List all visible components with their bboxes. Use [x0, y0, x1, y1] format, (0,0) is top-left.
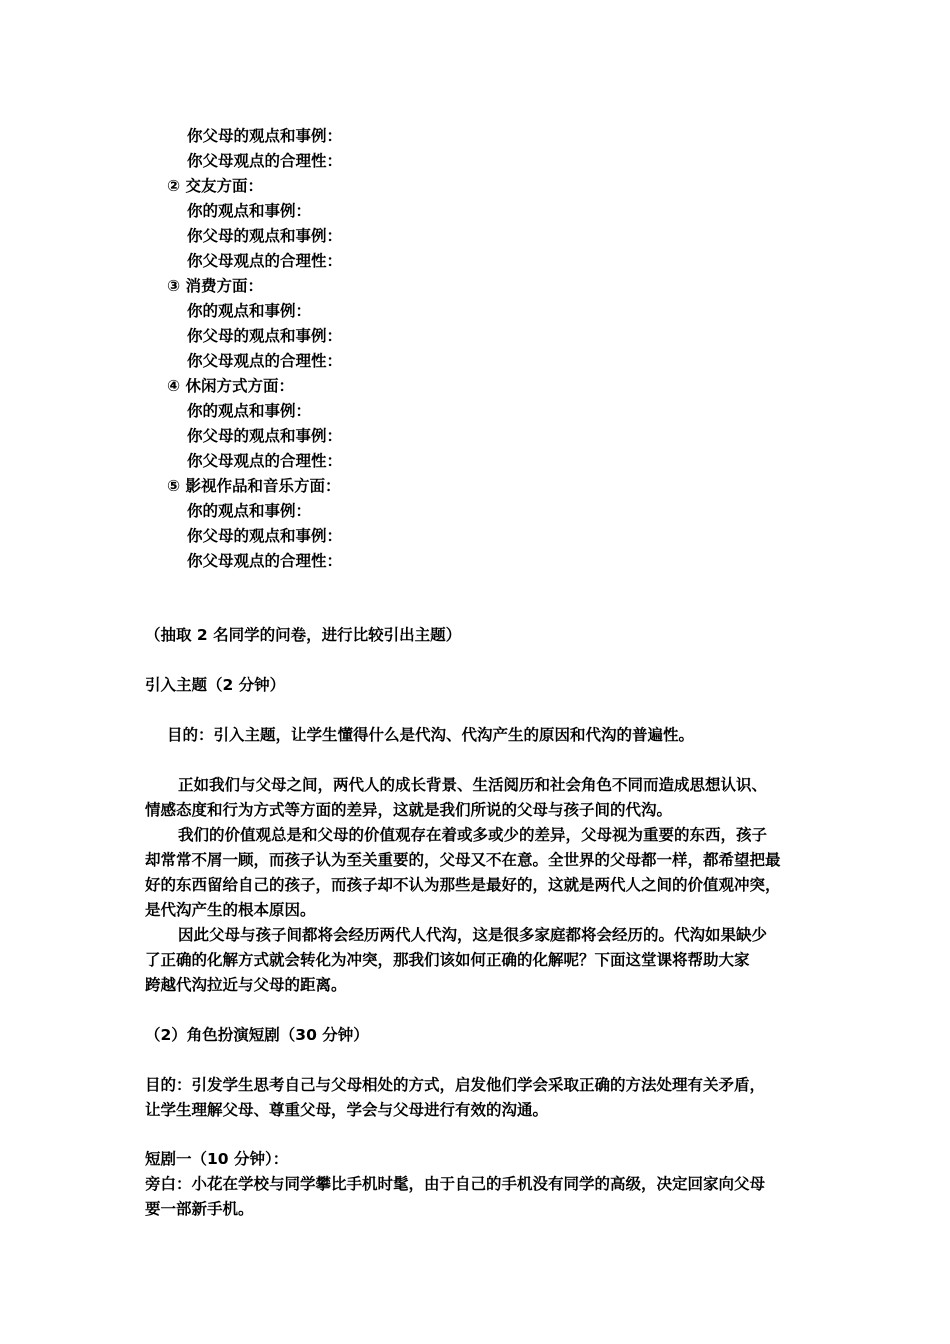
parent-view-line: 你父母的观点和事例： [187, 427, 343, 445]
paragraph-line: 却常常不屑一顾，而孩子认为至关重要的，父母又不在意。全世界的父母都一样，都希望把最 [145, 851, 781, 869]
paragraph-line: 了正确的化解方式就会转化为冲突，那我们该如何正确的化解呢？下面这堂课将帮助大家 [145, 951, 750, 969]
paragraph-line: 好的东西留给自己的孩子，而孩子却不认为那些是最好的，这就是两代人之间的价值观冲突， [145, 876, 781, 894]
parent-view-line: 你父母的观点和事例： [187, 127, 343, 145]
parent-reason-line: 你父母观点的合理性： [187, 352, 343, 370]
paragraph-resolution [145, 923, 817, 998]
parent-reason-line: 你父母观点的合理性： [187, 552, 343, 570]
my-view-line: 你的观点和事例： [187, 402, 312, 420]
parent-reason-line: 你父母观点的合理性： [187, 152, 343, 170]
intro-goal: 目的：引入主题，让学生懂得什么是代沟、代沟产生的原因和代沟的普遍性。 [167, 726, 695, 744]
intro-heading: 引入主题（2 分钟） [145, 676, 286, 694]
section-title: ④ 休闲方式方面： [167, 377, 295, 395]
my-view-line: 你的观点和事例： [187, 202, 312, 220]
paragraph-line: 正如我们与父母之间，两代人的成长背景、生活阅历和社会角色不同而造成思想认识、 [178, 776, 768, 794]
paragraph-line: 跨越代沟拉近与父母的距离。 [145, 976, 347, 994]
paragraph-line: 是代沟产生的根本原因。 [145, 901, 316, 919]
parent-reason-line: 你父母观点的合理性： [187, 452, 343, 470]
paragraph-line: 旁白：小花在学校与同学攀比手机时髦，由于自己的手机没有同学的高级，决定回家向父母 [145, 1175, 766, 1193]
skit-heading: 短剧一（10 分钟）： [145, 1150, 289, 1168]
section-title: ③ 消费方面： [167, 277, 264, 295]
paragraph-line: 要一部新手机。 [145, 1200, 254, 1218]
paragraph-line: 目的：引发学生思考自己与父母相处的方式，启发他们学会采取正确的方法处理有关矛盾， [145, 1076, 766, 1094]
roleplay-goal [145, 1073, 817, 1123]
roleplay-heading: （2）角色扮演短剧（30 分钟） [145, 1026, 369, 1044]
parent-view-line: 你父母的观点和事例： [187, 527, 343, 545]
my-view-line: 你的观点和事例： [187, 302, 312, 320]
parent-view-line: 你父母的观点和事例： [187, 327, 343, 345]
survey-note: （抽取 2 名同学的问卷，进行比较引出主题） [145, 626, 462, 644]
paragraph-line: 因此父母与孩子间都将会经历两代人代沟，这是很多家庭都将会经历的。代沟如果缺少 [178, 926, 768, 944]
section-title: ⑤ 影视作品和音乐方面： [167, 477, 341, 495]
my-view-line: 你的观点和事例： [187, 502, 312, 520]
paragraph-line: 让学生理解父母、尊重父母，学会与父母进行有效的沟通。 [145, 1101, 549, 1119]
parent-view-line: 你父母的观点和事例： [187, 227, 343, 245]
paragraph-values [145, 823, 817, 923]
paragraph-line: 我们的价值观总是和父母的价值观存在着或多或少的差异，父母视为重要的东西，孩子 [178, 826, 768, 844]
paragraph-generation-gap [145, 773, 817, 823]
parent-reason-line: 你父母观点的合理性： [187, 252, 343, 270]
section-title: ② 交友方面： [167, 177, 264, 195]
paragraph-line: 情感态度和行为方式等方面的差异，这就是我们所说的父母与孩子间的代沟。 [145, 801, 673, 819]
skit-narration [145, 1172, 817, 1222]
